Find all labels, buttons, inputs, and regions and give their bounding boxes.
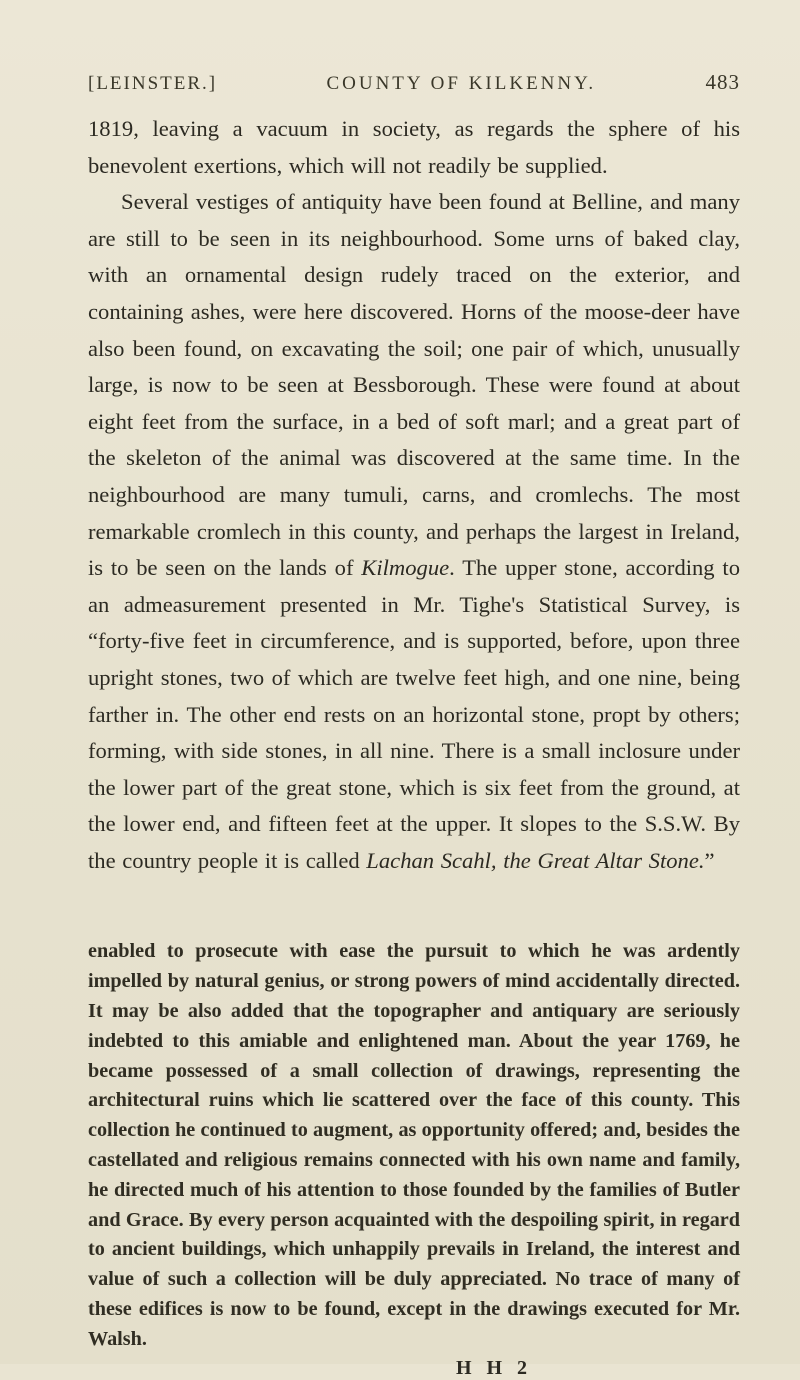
paragraph-antiquities <box>88 184 740 879</box>
paragraph-antiquities-part-1: Several vestiges of antiquity have been found at Belline, and many are still to be seen in its neighbourhood. Some urns of baked clay, with an ornamental design rudely traced on the exterior, and containing ashes, were here discovered. Horns of the moose-deer have also been found, on excavating the soil; one pair of which, unusually large, is now to be seen at Bessborough. These were found at about eight feet from the surface, in a bed of soft marl; and a great part of the skeleton of the animal was discovered at the same time. In the neighbourhood are many tumuli, carns, and cromlechs. The most remarkable cromlech in this county, and perhaps the largest in Ireland, is to be seen on the lands of <box>88 189 740 581</box>
place-name-kilmogue: Kilmogue <box>361 555 450 581</box>
running-head <box>88 70 740 95</box>
footnote-continuation: enabled to prosecute with ease the pursuit to which he was ardently impelled by natural genius, or strong powers of mind accidentally directed. It may be also added that the topographer and antiquary are seriously indebted to this amiable and enlightened man. About the year 1769, he became possessed of a small collection of drawings, representing the architectural ruins which lie scattered over the face of this county. This collection he continued to augment, as opportunity offered; and, besides the castellated and religious remains connected with his own name and family, he directed much of his attention to those founded by the families of Butler and Grace. By every person acquainted with the despoiling spirit, in regard to ancient buildings, which unhappily prevails in Ireland, the interest and value of such a collection will be duly appreciated. No trace of many of these edifices is now to be found, except in the drawings executed for Mr. Walsh. <box>88 940 740 1350</box>
signature-mark: H H 2 <box>455 1356 533 1379</box>
paragraph-antiquities-part-2: . The upper stone, according to an admeasurement presented in Mr. Tighe's Statistical Survey, is “forty-five feet in circumference, and is supported, before, upon three upright stones, two of which are twelve feet high, and one nine, being farther in. The other end rests on an horizontal stone, propt by others; forming, with side stones, in all nine. There is a small inclosure under the lower part of the great stone, which is six feet from the ground, at the lower end, and fifteen feet at the upper. It slopes to the S.S.W. By the country people it is called <box>88 555 740 873</box>
section-gap <box>88 879 740 937</box>
page-number: 483 <box>705 70 740 94</box>
paragraph-continuation: 1819, leaving a vacuum in society, as regards the sphere of his benevolent exertions, which will not readily be supplied. <box>88 116 740 178</box>
irish-name-lachan-scahl: Lachan Scahl, the Great Altar Stone. <box>366 847 705 873</box>
header-county: COUNTY OF KILKENNY. <box>326 73 597 94</box>
closing-quote: ” <box>704 847 715 873</box>
header-province: [LEINSTER.] <box>88 73 218 94</box>
